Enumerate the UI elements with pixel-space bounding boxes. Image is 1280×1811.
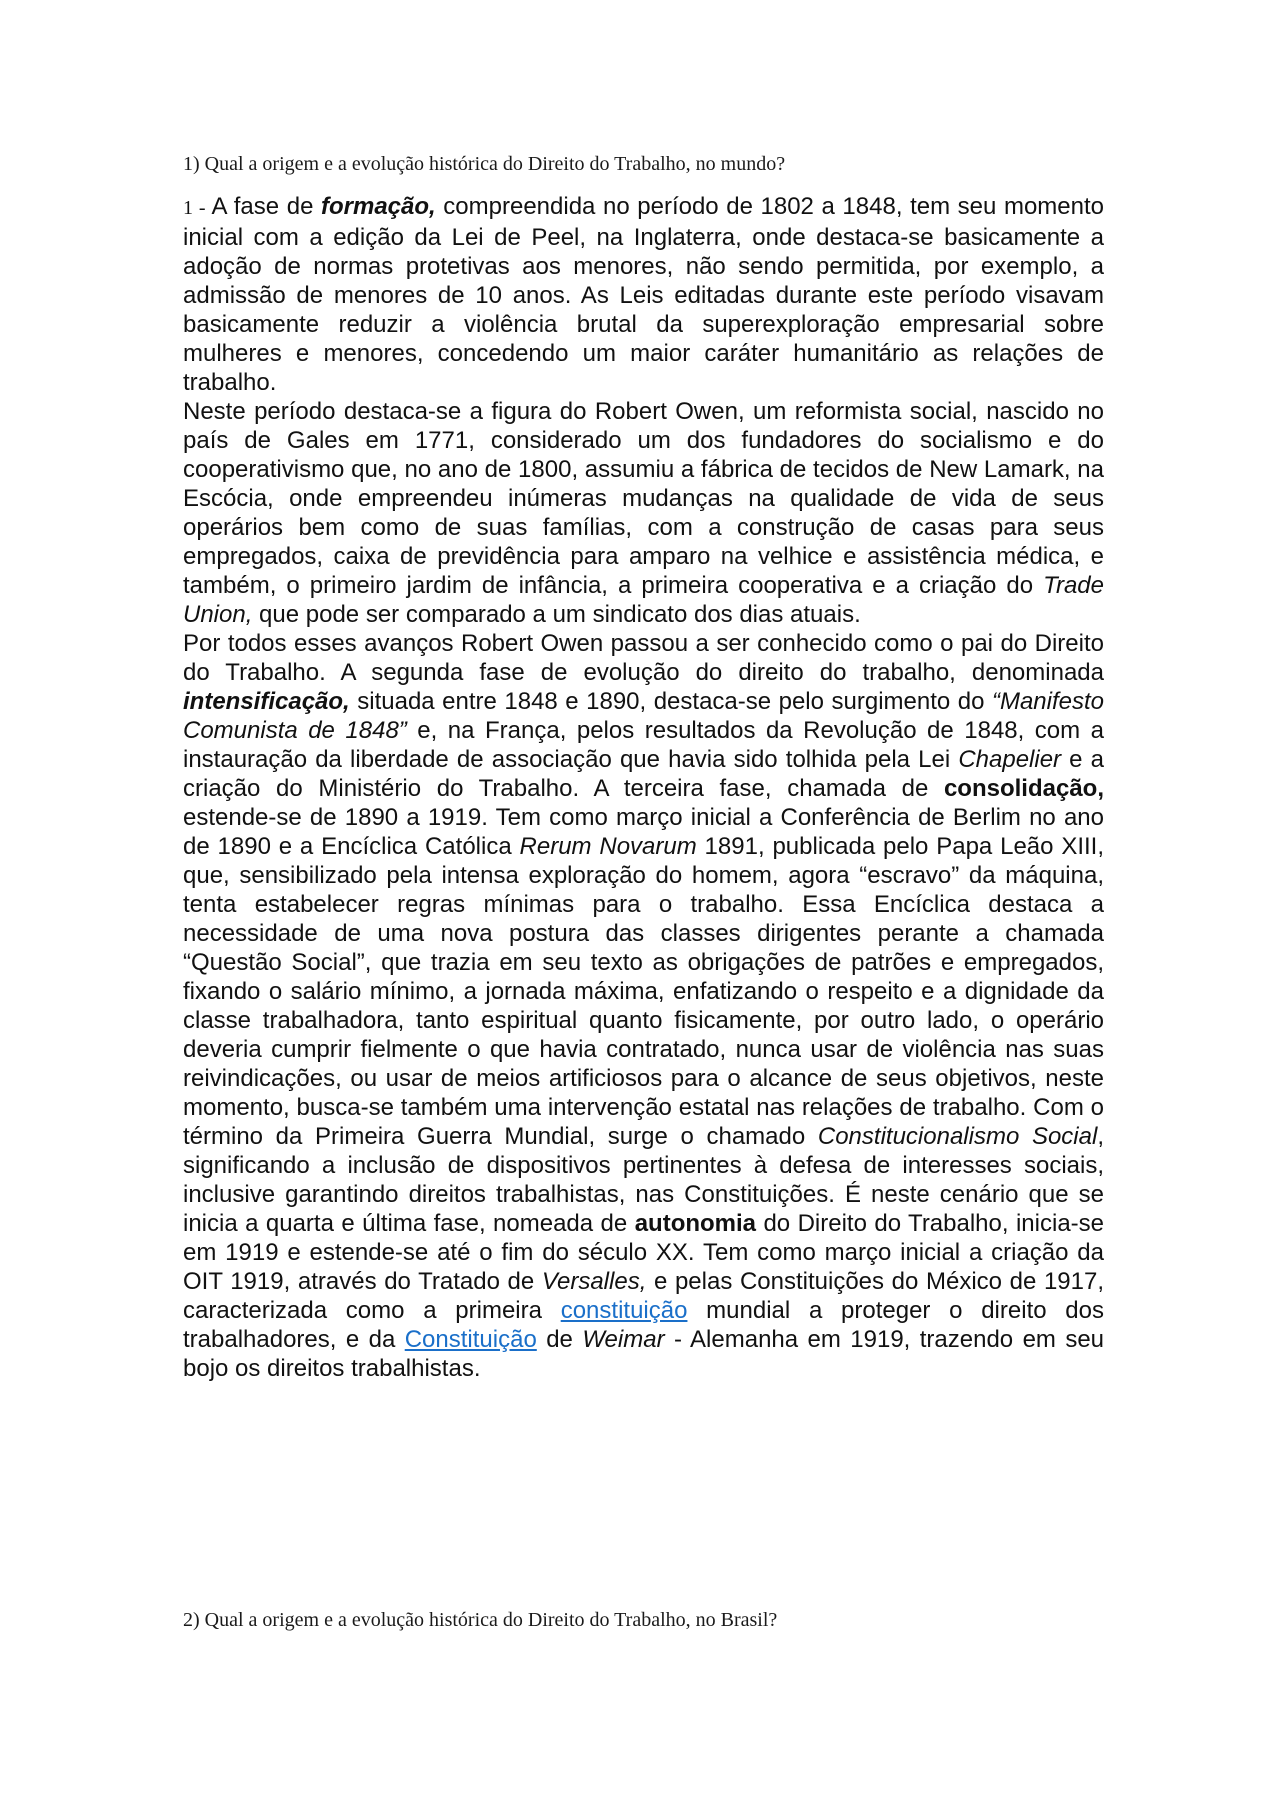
question-2-title: 2) Qual a origem e a evolução histórica do Direito do Trabalho, no Brasil? (183, 1609, 778, 1631)
term-formacao: formação, (321, 193, 436, 220)
answer-number: 1 - (183, 197, 212, 219)
question-2-section (183, 1606, 1104, 1634)
answer-paragraph-2 (183, 397, 1104, 629)
term-versalles: Versalles, (541, 1268, 647, 1295)
term-manifesto: “Manifesto Comunista de 1848” (183, 688, 1104, 744)
text-run: 1891, publicada pelo Papa Leão XIII, que, sensibilizado pela intensa exploração do homem, agora “escravo” da máquina, tenta estabelecer regras mínimas para o trabalho. Essa Encíclica destaca a necessidade de uma nova postura das classes dirigentes perante a chamada “Questão Social”, que trazia em seu texto as obrigações de patrões e empregados, fixando o salário mínimo, a jornada máxima, enfatizando o respeito e a dignidade da classe trabalhadora, tanto espiritual quanto fisicamente, por outro lado, o operário deveria cumprir fielmente o que havia contratado, nunca usar de violência nas suas reivindicações, ou usar de meios artificiosos para o alcance de seus objetivos, neste momento, busca-se também uma intervenção estatal nas relações de trabalho. Com o término da Primeira Guerra Mundial, surge o chamado (183, 833, 1105, 1150)
text-run: e a criação do Ministério do Trabalho. A terceira fase, chamada de (183, 746, 1105, 802)
text-run: situada entre 1848 e 1890, destaca-se pelo surgimento do (349, 688, 992, 715)
text-run: - Alemanha em 1919, trazendo em seu bojo os direitos trabalhistas. (183, 1326, 1105, 1382)
text-run: mundial a proteger o direito dos trabalhadores, e da (183, 1297, 1105, 1353)
text-run: e, na França, pelos resultados da Revolução de 1848, com a instauração da liberdade de associação que havia sido tolhida pela Lei (183, 717, 1104, 773)
answer-paragraph-3 (183, 629, 1104, 1383)
answer-paragraph-1 (183, 192, 1104, 397)
term-consolidacao: consolidação, (943, 775, 1104, 802)
link-constituicao[interactable]: constituição (560, 1297, 688, 1324)
term-chapelier: Chapelier (958, 746, 1062, 773)
text-run: do Direito do Trabalho, inicia-se em 1919 e estende-se até o fim do século XX. Tem como março inicial a criação da OIT 1919, através do Tratado de (183, 1210, 1105, 1295)
term-rerum-novarum: Rerum Novarum (519, 833, 697, 860)
answer-1-body (183, 192, 1104, 1383)
text-run: de (536, 1326, 583, 1353)
term-intensificacao: intensificação, (183, 688, 350, 715)
question-1-title: 1) Qual a origem e a evolução histórica do Direito do Trabalho, no mundo? (183, 153, 786, 175)
link-constituicao-weimar[interactable]: Constituição (404, 1326, 537, 1353)
term-weimar: Weimar (582, 1326, 665, 1353)
text-run: Por todos esses avanços Robert Owen passou a ser conhecido como o pai do Direito do Trabalho. A segunda fase de evolução do direito do trabalho, denominada (183, 630, 1104, 686)
text-run: que pode ser comparado a um sindicato dos dias atuais. (252, 601, 861, 628)
text-run: , significando a inclusão de dispositivos pertinentes à defesa de interesses sociais, inclusive garantindo direitos trabalhistas, nas Constituições. É neste cenário que se inicia a quarta e última fase, nomeada de (183, 1123, 1104, 1237)
term-constitucionalismo: Constitucionalismo Social (817, 1123, 1098, 1150)
text-run: A fase de (211, 193, 321, 220)
text-run: estende-se de 1890 a 1919. Tem como março inicial a Conferência de Berlim no ano de 1890 e a Encíclica Católica (183, 804, 1104, 860)
term-trade-union: Trade Union, (183, 572, 1104, 628)
text-run: Neste período destaca-se a figura do Robert Owen, um reformista social, nascido no país de Gales em 1771, considerado um dos fundadores do socialismo e do cooperativismo que, no ano de 1800, assumiu a fábrica de tecidos de New Lamark, na Escócia, onde empreendeu inúmeras mudanças na qualidade de vida de seus operários bem como de suas famílias, com a construção de casas para seus empregados, caixa de previdência para amparo na velhice e assistência médica, e também, o primeiro jardim de infância, a primeira cooperativa e a criação do (183, 398, 1104, 599)
term-autonomia: autonomia (634, 1210, 757, 1237)
text-run: compreendida no período de 1802 a 1848, tem seu momento inicial com a edição da Lei de Peel, na Inglaterra, onde destaca-se basicamente a adoção de normas protetivas aos menores, não sendo permitida, por exemplo, a admissão de menores de 10 anos. As Leis editadas durante este período visavam basicamente reduzir a violência brutal da superexploração empresarial sobre mulheres e menores, concedendo um maior caráter humanitário as relações de trabalho. (183, 193, 1104, 396)
text-run: e pelas Constituições do México de 1917, caracterizada como a primeira (183, 1268, 1105, 1324)
question-1-section (183, 150, 1104, 1383)
